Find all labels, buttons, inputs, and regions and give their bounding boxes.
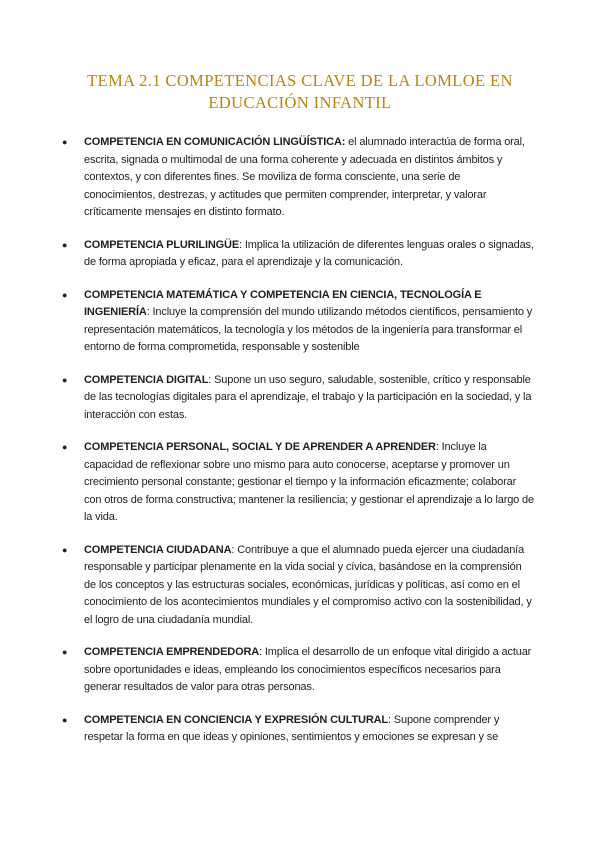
item-term: COMPETENCIA EMPRENDEDORA xyxy=(84,646,260,658)
bullet-icon: ● xyxy=(62,442,68,452)
item-text: : Implica el desarrollo de un enfoque vital dirigido a actuar sobre oportunidades e ideas, empleando los conocimientos específicos necesarios para generar resultados de valor para otras personas. xyxy=(84,646,532,693)
item-term: COMPETENCIA EN COMUNICACIÓN LINGÜÍSTICA: xyxy=(84,136,346,148)
item-text: : Implica la utilización de diferentes lenguas orales o signadas, de forma apropiada y eficaz, para el aprendizaje y la comunicación. xyxy=(84,238,534,268)
bullet-icon: ● xyxy=(62,544,68,555)
bullet-icon: ● xyxy=(62,714,68,725)
item-term: COMPETENCIA EN CONCIENCIA Y EXPRESIÓN CULTURAL xyxy=(84,713,388,726)
title-line-2: EDUCACIÓN INFANTIL xyxy=(208,93,392,112)
bullet-icon: ● xyxy=(62,647,68,657)
list-item-plurilingue xyxy=(62,237,534,272)
item-term: COMPETENCIA PLURILINGÜE xyxy=(84,238,240,251)
item-text: : Supone un uso seguro, saludable, sostenible, crítico y responsable de las tecnologías digitales para el aprendizaje, el trabajo y la participación en la sociedad, y la interacción con estas. xyxy=(84,373,532,421)
item-text: : Incluye la comprensión del mundo utilizando métodos científicos, pensamiento y representación matemáticos, la tecnología y los métodos de la ingeniería para transformar el entorno de forma comprometida, responsable y sostenible xyxy=(84,306,533,353)
item-term: COMPETENCIA DIGITAL xyxy=(84,373,209,386)
list-item-ciudadana xyxy=(62,542,534,630)
item-term: COMPETENCIA MATEMÁTICA Y COMPETENCIA EN CIENCIA, TECNOLOGÍA E INGENIERÍA xyxy=(84,288,482,318)
list-item-cultural xyxy=(62,712,534,747)
bullet-icon: ● xyxy=(62,289,68,300)
item-text: : Supone comprender y respetar la forma en que ideas y opiniones, sentimientos y emociones se expresan y se xyxy=(84,713,500,743)
list-item-digital xyxy=(62,372,534,425)
item-term: COMPETENCIA PERSONAL, SOCIAL Y DE APRENDER A APRENDER xyxy=(84,441,436,453)
list-item-emprendedora xyxy=(62,644,534,697)
list-item-personal-social xyxy=(62,439,534,527)
item-text: : Incluye la capacidad de reflexionar sobre uno mismo para auto conocerse, aceptarse y promover un crecimiento personal constante; gestionar el tiempo y la información eficazmente; colaborar con otros de forma constructiva; mantener la resiliencia; y gestionar el aprendizaje a lo largo de la vida. xyxy=(84,441,534,523)
list-item-linguistica xyxy=(62,134,534,222)
item-text: : Contribuye a que el alumnado pueda ejercer una ciudadanía responsable y participar plenamente en la vida social y cívica, basándose en la comprensión de los conceptos y las estructuras sociales, económicas, jurídicas y políticas, así como en el conocimiento de los acontecimientos mundiales y el compromiso activo con la sostenibilidad, y el logro de una ciudadanía mundial. xyxy=(84,543,532,626)
bullet-icon: ● xyxy=(62,239,68,250)
list-item-matematica xyxy=(62,287,534,357)
item-text: el alumnado interactúa de forma oral, escrita, signada o multimodal de una forma coherente y adecuada en distintos ámbitos y contextos, y con diferentes fines. Se moviliza de forma consciente, una serie de conocimientos, destrezas, y actitudes que permiten comprender, interpretar, y valorar críticamente mensajes en distinto formato. xyxy=(84,136,525,218)
competencies-list xyxy=(62,134,534,762)
page-title xyxy=(60,70,540,114)
bullet-icon: ● xyxy=(62,374,68,385)
title-line-1: TEMA 2.1 COMPETENCIAS CLAVE DE LA LOMLOE EN xyxy=(87,71,513,90)
item-term: COMPETENCIA CIUDADANA xyxy=(84,543,232,556)
bullet-icon: ● xyxy=(62,137,68,147)
